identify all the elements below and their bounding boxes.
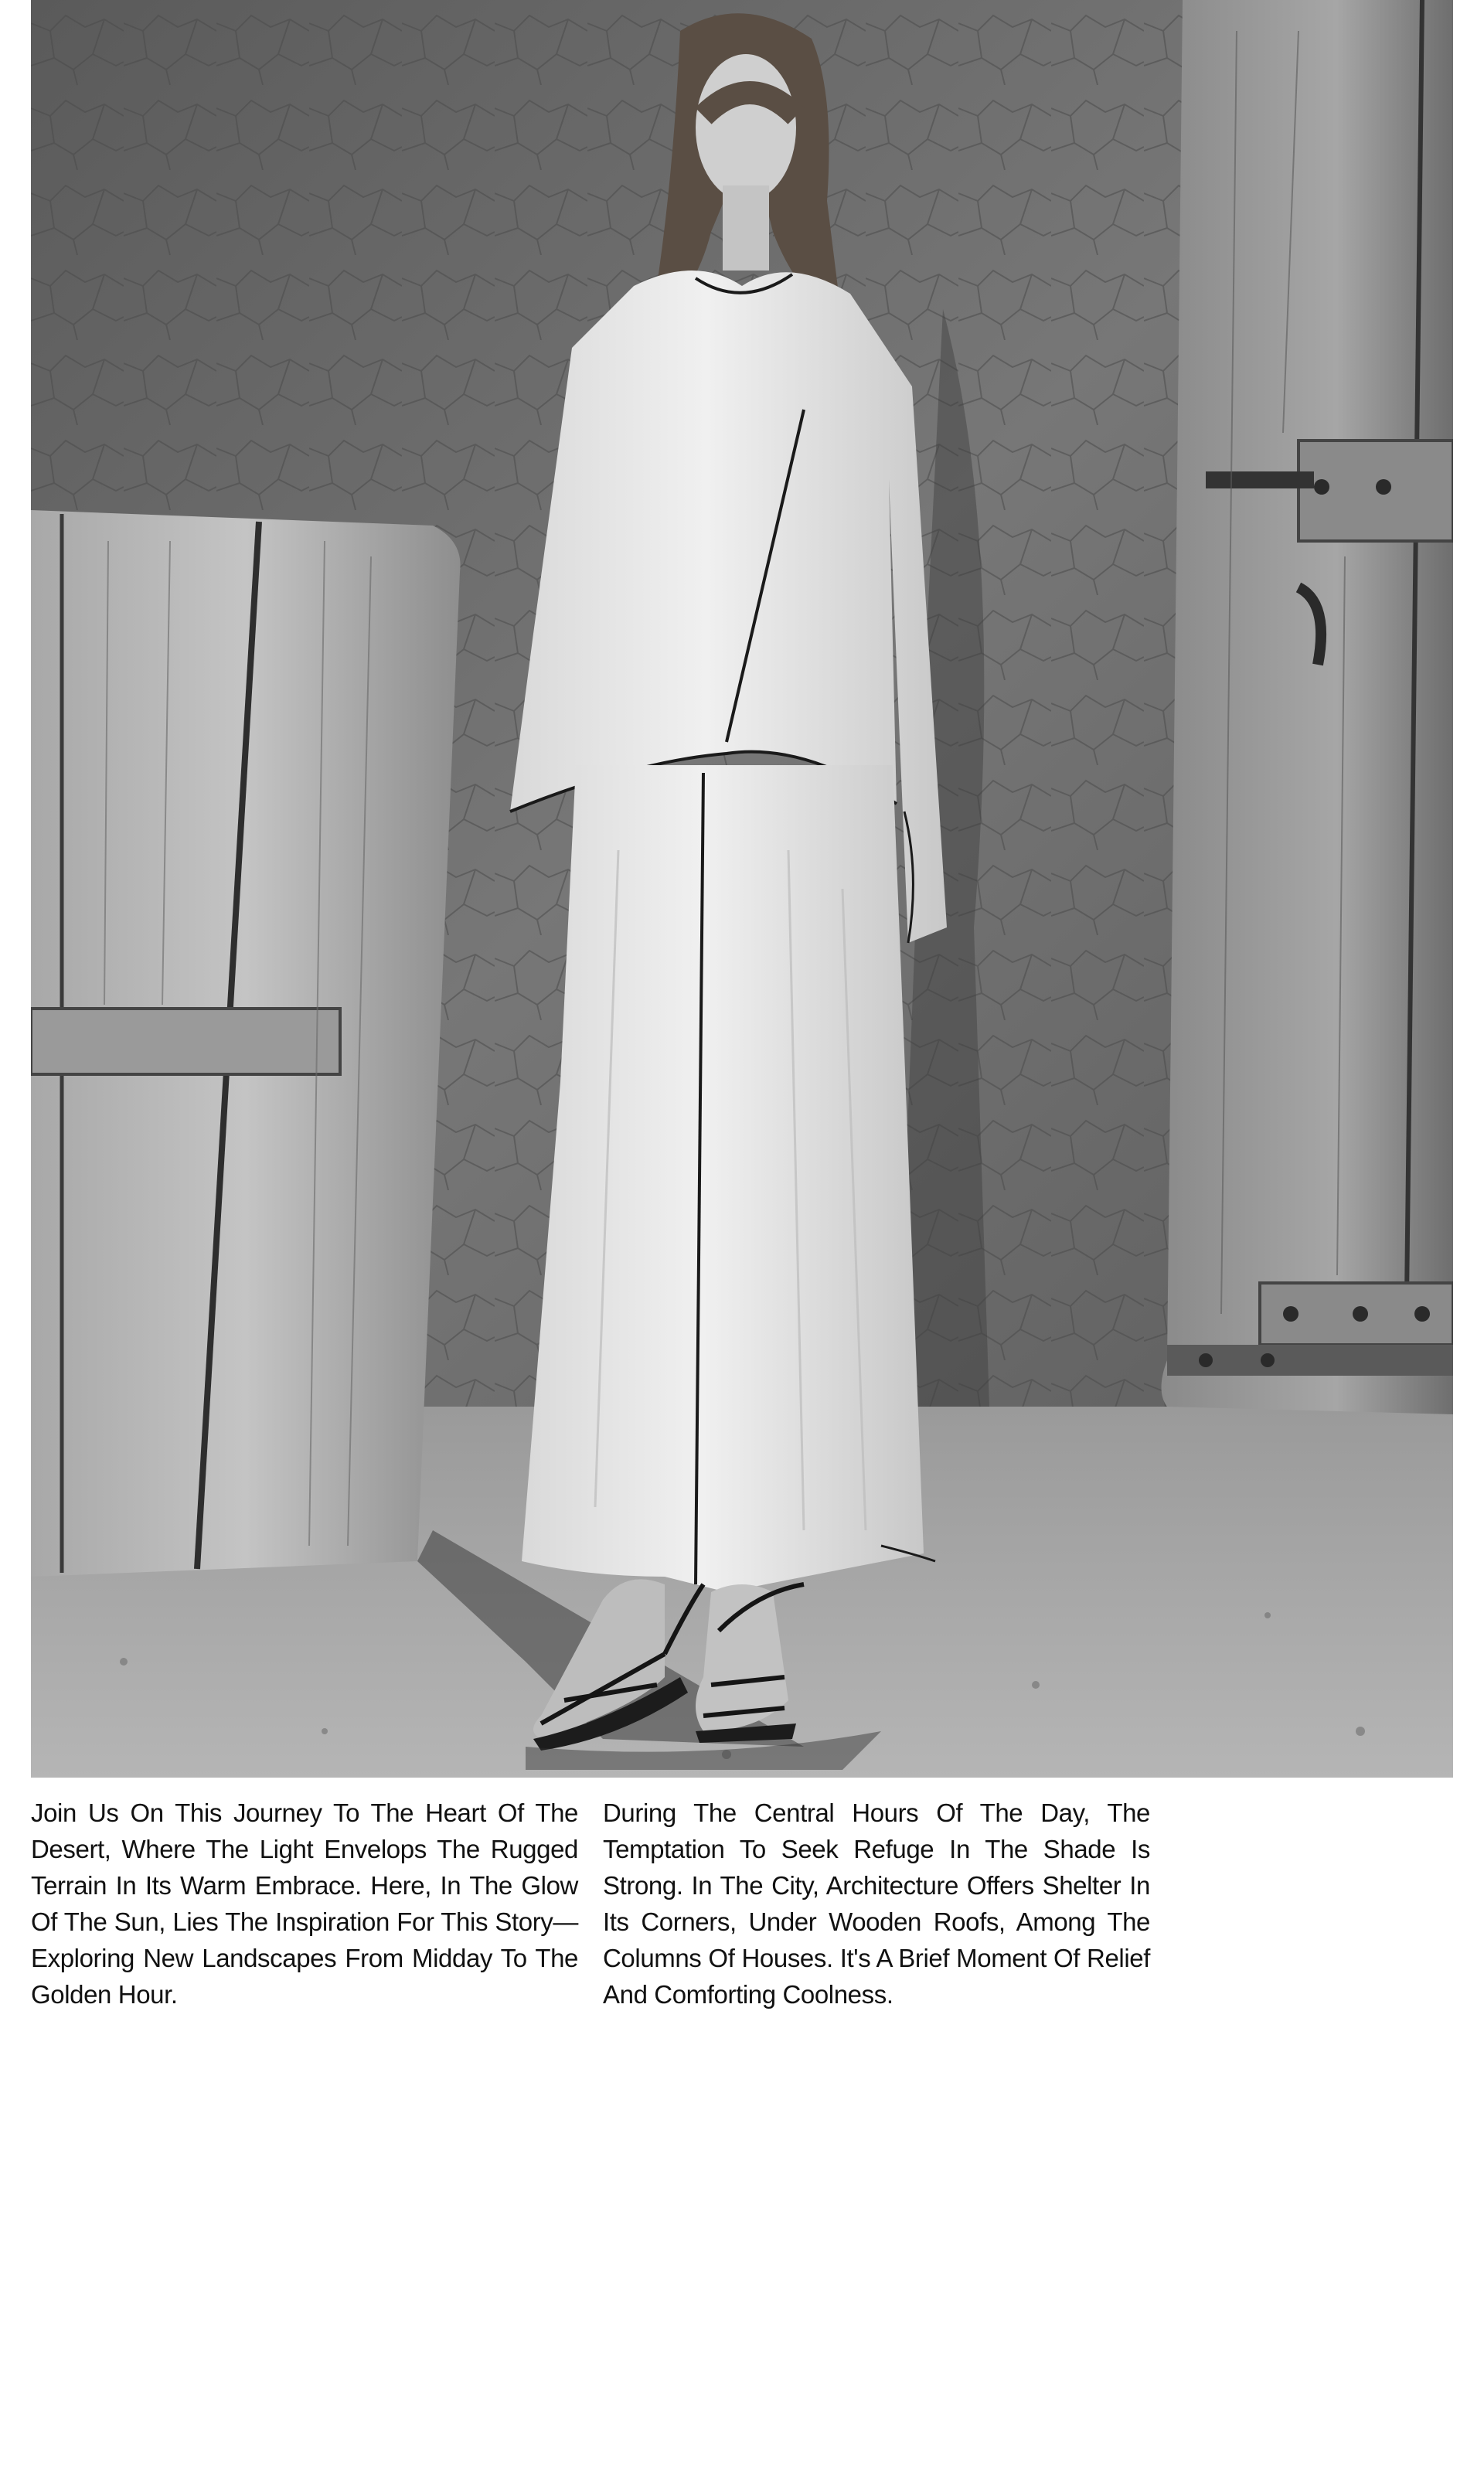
- story-text: [31, 1795, 1150, 2013]
- fashion-editorial-photo-icon: [31, 0, 1453, 1778]
- hero-image: [31, 0, 1453, 1778]
- story-paragraph-2: During The Central Hours Of The Day, The Temptation To Seek Refuge In The Shade Is Strong. In The City, Architecture Offers Shelter In Its Corners, Under Wooden Roofs, Among The Columns Of Houses. It's A Brief Moment Of Relief And Comforting Coolness.: [603, 1798, 1150, 2009]
- story-paragraph-1: Join Us On This Journey To The Heart Of The Desert, Where The Light Envelops The Rugged Terrain In Its Warm Embrace. Here, In The Glow Of The Sun, Lies The Inspiration For This Story—Exploring New Landscapes From Midday To The Golden Hour.: [31, 1798, 578, 2009]
